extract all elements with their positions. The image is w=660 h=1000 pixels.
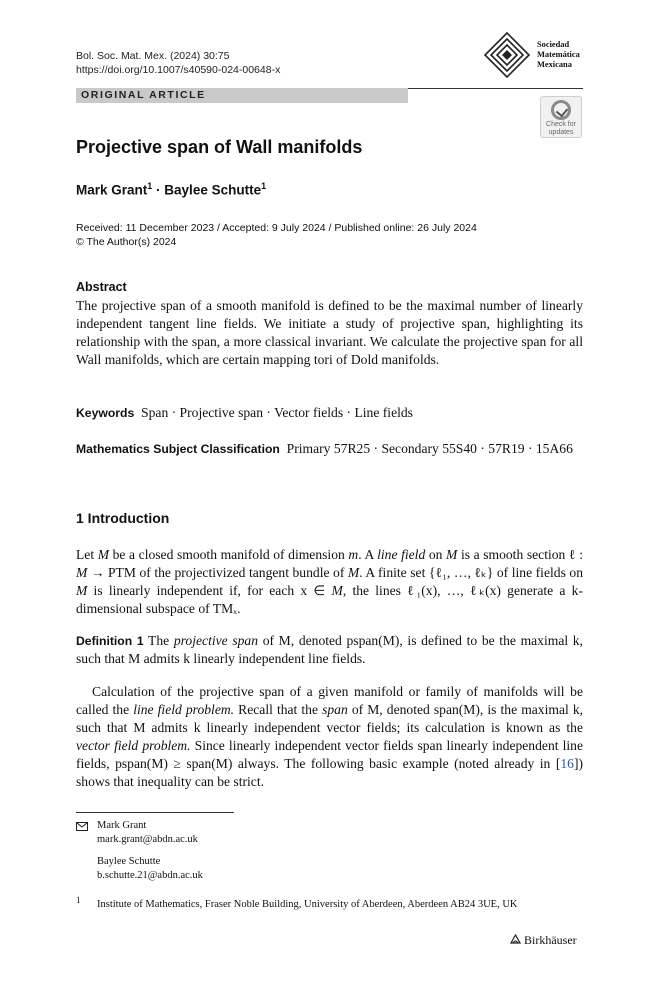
author-name[interactable]: Mark Grant bbox=[76, 182, 148, 198]
emphasis-term: span bbox=[322, 702, 348, 717]
paper-title: Projective span of Wall manifolds bbox=[76, 137, 363, 157]
society-name bbox=[537, 40, 580, 70]
intro-text: . A finite set {ℓ₁, …, ℓₖ} of line fields on bbox=[359, 565, 583, 580]
intro-text: is linearly independent if, for each x ∈ bbox=[87, 583, 332, 598]
emphasis-term: line field problem. bbox=[133, 702, 235, 717]
intro-text: Let bbox=[76, 547, 98, 562]
header-rule bbox=[408, 88, 583, 89]
check-badge-line1: Check for bbox=[546, 121, 576, 128]
copyright-notice: © The Author(s) 2024 bbox=[76, 236, 177, 248]
math-symbol: M bbox=[347, 565, 360, 580]
definition-paragraph bbox=[76, 632, 583, 668]
math-symbol: M bbox=[76, 583, 88, 598]
definition-text: of M, denoted pspan(M), is defined to be the maximal k, such that M admits k linearly independent line fields. bbox=[76, 633, 583, 666]
intro-text: is a smooth section ℓ : bbox=[457, 547, 583, 562]
msc-heading: Mathematics Subject Classification bbox=[76, 442, 280, 456]
msc-line bbox=[76, 440, 583, 458]
citation-link[interactable]: 16 bbox=[560, 756, 574, 771]
definition-label: Definition 1 bbox=[76, 634, 144, 648]
msc-text: Primary 57R25 · Secondary 55S40 · 57R19 · 15A66 bbox=[286, 441, 573, 456]
society-name-line2: Matemática bbox=[537, 50, 580, 59]
journal-reference: Bol. Soc. Mat. Mex. (2024) 30:75 bbox=[76, 50, 230, 62]
calc-text: Recall that the bbox=[234, 702, 323, 717]
article-type-banner: ORIGINAL ARTICLE bbox=[76, 88, 408, 103]
doi-link[interactable]: https://doi.org/10.1007/s40590-024-00648-x bbox=[76, 64, 281, 76]
keywords-heading: Keywords bbox=[76, 406, 135, 420]
intro-paragraph bbox=[76, 546, 583, 618]
definition-text: The bbox=[143, 633, 174, 648]
emphasis-term: projective span bbox=[173, 633, 259, 648]
math-symbol: M bbox=[331, 583, 343, 598]
keywords-text: Span · Projective span · Vector fields · Line fields bbox=[141, 405, 413, 420]
author-affiliation-marker: 1 bbox=[147, 181, 153, 191]
author-name[interactable]: Baylee Schutte bbox=[164, 182, 262, 198]
publisher-logo bbox=[510, 933, 577, 948]
check-badge-label bbox=[541, 121, 581, 136]
publisher-name: Birkhäuser bbox=[524, 933, 577, 947]
calc-text: Since linearly independent vector fields span linearly independent line fields, pspan(M) ≥ span(M) always. The following basic example (noted already in [ bbox=[76, 738, 583, 771]
birkhauser-icon bbox=[510, 934, 521, 945]
section-heading: 1 Introduction bbox=[76, 510, 170, 526]
intro-text: be a closed smooth manifold of dimension bbox=[109, 547, 349, 562]
affiliation-number: 1 bbox=[76, 895, 81, 905]
calc-text: ]) shows that inequality can be strict. bbox=[76, 756, 583, 789]
math-symbol: M bbox=[446, 547, 458, 562]
calc-text: Calculation of the projective span of a given manifold or family of manifolds will be called the bbox=[76, 684, 583, 717]
check-updates-icon bbox=[551, 100, 571, 120]
keywords-line bbox=[76, 404, 583, 422]
author-separator: · bbox=[152, 182, 165, 198]
author-affiliation-marker: 1 bbox=[261, 181, 267, 191]
intro-text: , the lines ℓ₁(x), …, ℓₖ(x) generate a k-dimensional subspace of TMₓ. bbox=[76, 583, 583, 616]
envelope-icon bbox=[76, 822, 88, 831]
calc-text: of M, denoted span(M), is the maximal k, such that M admits k linearly independent vector fields; its calculation is known as the bbox=[76, 702, 584, 735]
author-email-link[interactable]: mark.grant@abdn.ac.uk bbox=[97, 834, 198, 845]
affiliation-text: Institute of Mathematics, Fraser Noble Building, University of Aberdeen, Aberdeen AB24 3UE, UK bbox=[97, 899, 518, 910]
society-name-line1: Sociedad bbox=[537, 40, 570, 49]
intro-text: → PTM of the projectivized tangent bundle of bbox=[87, 565, 348, 580]
check-badge-line2: updates bbox=[548, 128, 574, 136]
calculation-paragraph bbox=[76, 683, 583, 791]
publication-dates: Received: 11 December 2023 / Accepted: 9 July 2024 / Published online: 26 July 2024 bbox=[76, 222, 477, 234]
intro-text: . A bbox=[358, 547, 378, 562]
corresponding-author-name: Mark Grant bbox=[97, 820, 147, 831]
society-name-line3: Mexicana bbox=[537, 60, 572, 69]
math-symbol: m bbox=[348, 547, 359, 562]
abstract-heading: Abstract bbox=[76, 280, 127, 294]
author-name: Baylee Schutte bbox=[97, 856, 161, 867]
author-email-link[interactable]: b.schutte.21@abdn.ac.uk bbox=[97, 870, 203, 881]
math-symbol: M bbox=[76, 565, 88, 580]
author-list bbox=[76, 181, 266, 198]
emphasis-term: vector field problem. bbox=[76, 738, 191, 753]
math-symbol: M bbox=[97, 547, 110, 562]
abstract-body: The projective span of a smooth manifold is defined to be the maximal number of linearly independent tangent line fields. We initiate a study of projective span, highlighting its relationship with the span, a more classical invariant. We calculate the projective span for all Wall manifolds, which are certain mapping tori of Dold manifolds. bbox=[76, 298, 583, 367]
check-for-updates-badge[interactable] bbox=[540, 96, 582, 138]
emphasis-term: line field bbox=[377, 547, 426, 562]
intro-text: on bbox=[425, 547, 447, 562]
footnote-rule bbox=[76, 812, 234, 813]
